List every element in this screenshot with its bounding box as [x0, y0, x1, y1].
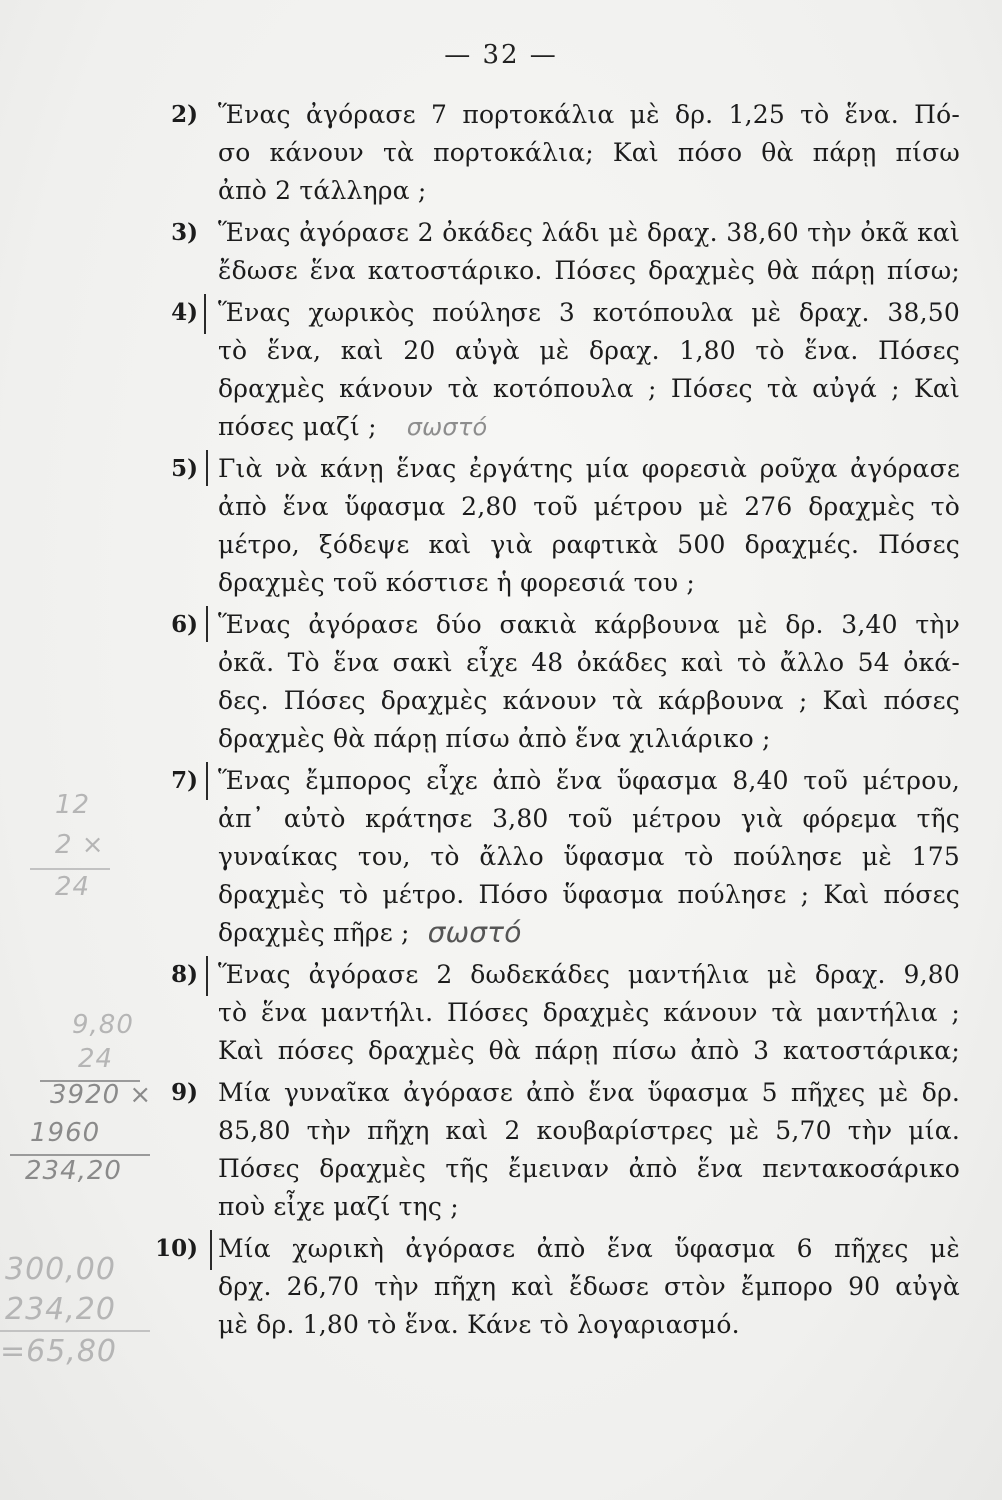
- problem-line: [218, 408, 960, 446]
- pencil-bracket-mark: [210, 1230, 212, 1270]
- problem-number: 6): [171, 611, 198, 638]
- problem-number: 5): [171, 455, 198, 482]
- problem-line: Ἕνας ἀγόρασε 7 πορτοκάλια μὲ δρ. 1,25 τὸ ἕνα. Πό-: [218, 100, 960, 129]
- problem-line: Μία χωρικὴ ἀγόρασε ἀπὸ ἕνα ὕφασμα 6 πῆχες μὲ: [218, 1234, 960, 1263]
- problem-line: 85,80 τὴν πῆχη καὶ 2 κουβαρίστρες μὲ 5,70 τὴν μία.: [218, 1116, 960, 1145]
- problem-line-text: δραχμὲς πῆρε ;: [218, 918, 410, 947]
- margin-calculations: [0, 790, 170, 1410]
- problem-line: μέτρο, ξόδεψε καὶ γιὰ ραφτικὰ 500 δραχμές. Πόσες: [218, 530, 960, 559]
- problem-9: [160, 1074, 960, 1226]
- problem-5: [160, 450, 960, 602]
- problem-line: [218, 914, 960, 952]
- problem-line: ἀπὸ ἕνα ὕφασμα 2,80 τοῦ μέτρου μὲ 276 δραχμὲς τὸ: [218, 492, 960, 521]
- problem-6: [160, 606, 960, 758]
- problem-line: Μία γυναῖκα ἀγόρασε ἀπὸ ἕνα ὕφασμα 5 πῆχες μὲ δρ.: [218, 1078, 960, 1107]
- problem-number: 3): [171, 219, 198, 246]
- problem-line: Ἕνας ἀγόρασε 2 ὀκάδες λάδι μὲ δραχ. 38,60 τὴν ὀκᾶ καὶ: [218, 218, 960, 247]
- problem-line: δραχμὲς τὸ μέτρο. Πόσο ὕφασμα πούλησε ; Καὶ πόσες: [218, 880, 960, 909]
- problem-line: δρχ. 26,70 τὴν πῆχη καὶ ἔδωσε στὸν ἔμπορο 90 αὐγὰ: [218, 1272, 960, 1301]
- problem-list: [155, 96, 960, 1348]
- problem-line: γυναίκας του, τὸ ἄλλο ὕφασμα τὸ πούλησε μὲ 175: [218, 842, 960, 871]
- problem-number: 9): [171, 1079, 198, 1106]
- problem-line: Πόσες δραχμὲς τῆς ἔμειναν ἀπὸ ἕνα πεντακοσάρικο: [218, 1154, 960, 1183]
- problem-line: Ἕνας χωρικὸς πούλησε 3 κοτόπουλα μὲ δραχ. 38,50: [218, 298, 960, 327]
- problem-line: σο κάνουν τὰ πορτοκάλια; Καὶ πόσο θὰ πάρῃ πίσω: [218, 138, 960, 167]
- margin-calc-line: 3920 ×: [50, 1080, 153, 1110]
- margin-calc-line: =65,80: [0, 1334, 118, 1369]
- problem-number: 2): [171, 101, 198, 128]
- margin-calc-line: 9,80: [72, 1010, 134, 1040]
- problem-line: ἀπ᾽ αὐτὸ κράτησε 3,80 τοῦ μέτρου γιὰ φόρεμα τῆς: [218, 804, 960, 833]
- problem-line: ἔδωσε ἕνα κατοστάρικο. Πόσες δραχμὲς θὰ πάρῃ πίσω;: [218, 256, 960, 285]
- problem-3: [160, 214, 960, 290]
- problem-line: δραχμὲς θὰ πάρῃ πίσω ἀπὸ ἕνα χιλιάρικο ;: [218, 724, 771, 753]
- problem-2: [160, 96, 960, 210]
- page-number: — 32 —: [444, 40, 558, 70]
- problem-line: Ἕνας ἀγόρασε δύο σακιὰ κάρβουνα μὲ δρ. 3,40 τὴν: [218, 610, 960, 639]
- problem-number: 7): [171, 767, 198, 794]
- handwritten-note: σωστό: [427, 916, 522, 949]
- pencil-bracket-mark: [204, 294, 206, 334]
- problem-line: τὸ ἕνα μαντήλι. Πόσες δραχμὲς κάνουν τὰ μαντήλια ;: [218, 998, 960, 1027]
- problem-line: τὸ ἕνα, καὶ 20 αὐγὰ μὲ δραχ. 1,80 τὸ ἕνα. Πόσες: [218, 336, 960, 365]
- margin-calc-line: 234,20: [5, 1292, 116, 1327]
- margin-calc-line: 300,00: [5, 1252, 116, 1287]
- problem-line: ποὺ εἶχε μαζί της ;: [218, 1192, 459, 1221]
- problem-line: Ἕνας ἔμπορος εἶχε ἀπὸ ἕνα ὕφασμα 8,40 τοῦ μέτρου,: [218, 766, 960, 795]
- problem-10: [155, 1230, 960, 1344]
- problem-number: 8): [171, 961, 198, 988]
- margin-calc-line: 234,20: [25, 1156, 122, 1186]
- problem-number: 4): [171, 299, 198, 326]
- pencil-bracket-mark: [206, 606, 208, 642]
- margin-calc-line: 24: [55, 872, 91, 902]
- pencil-bracket-mark: [206, 762, 208, 800]
- problem-line: Καὶ πόσες δραχμὲς θὰ πάρῃ πίσω ἀπὸ 3 κατοστάρικα;: [218, 1036, 960, 1065]
- problem-line: μὲ δρ. 1,80 τὸ ἕνα. Κάνε τὸ λογαριασμό.: [218, 1310, 740, 1339]
- problem-line: δραχμὲς κάνουν τὰ κοτόπουλα ; Πόσες τὰ αὐγά ; Καὶ: [218, 374, 960, 403]
- problem-line: δες. Πόσες δραχμὲς κάνουν τὰ κάρβουνα ; Καὶ πόσες: [218, 686, 960, 715]
- margin-calc-line: 24: [78, 1044, 114, 1074]
- problem-line: ἀπὸ 2 τάλληρα ;: [218, 176, 427, 205]
- problem-4: [160, 294, 960, 446]
- problem-line: δραχμὲς τοῦ κόστισε ἡ φορεσιά του ;: [218, 568, 696, 597]
- pencil-bracket-mark: [206, 450, 208, 486]
- problem-7: [160, 762, 960, 952]
- problem-8: [160, 956, 960, 1070]
- margin-calc-line: 12: [55, 790, 91, 820]
- problem-line-text: πόσες μαζί ;: [218, 412, 377, 441]
- margin-calc-rule: [0, 1330, 150, 1332]
- margin-calc-line: 1960: [30, 1118, 101, 1148]
- margin-calc-rule: [30, 868, 110, 870]
- handwritten-note: σωστό: [406, 413, 488, 441]
- problem-number: 10): [155, 1235, 198, 1262]
- problem-line: Γιὰ νὰ κάνῃ ἕνας ἐργάτης μία φορεσιὰ ροῦχα ἀγόρασε: [218, 454, 960, 483]
- problem-line: ὀκᾶ. Τὸ ἕνα σακὶ εἶχε 48 ὀκάδες καὶ τὸ ἄλλο 54 ὀκά-: [218, 648, 960, 677]
- margin-calc-line: 2 ×: [55, 830, 105, 860]
- problem-line: Ἕνας ἀγόρασε 2 δωδεκάδες μαντήλια μὲ δραχ. 9,80: [218, 960, 960, 989]
- pencil-bracket-mark: [206, 956, 208, 996]
